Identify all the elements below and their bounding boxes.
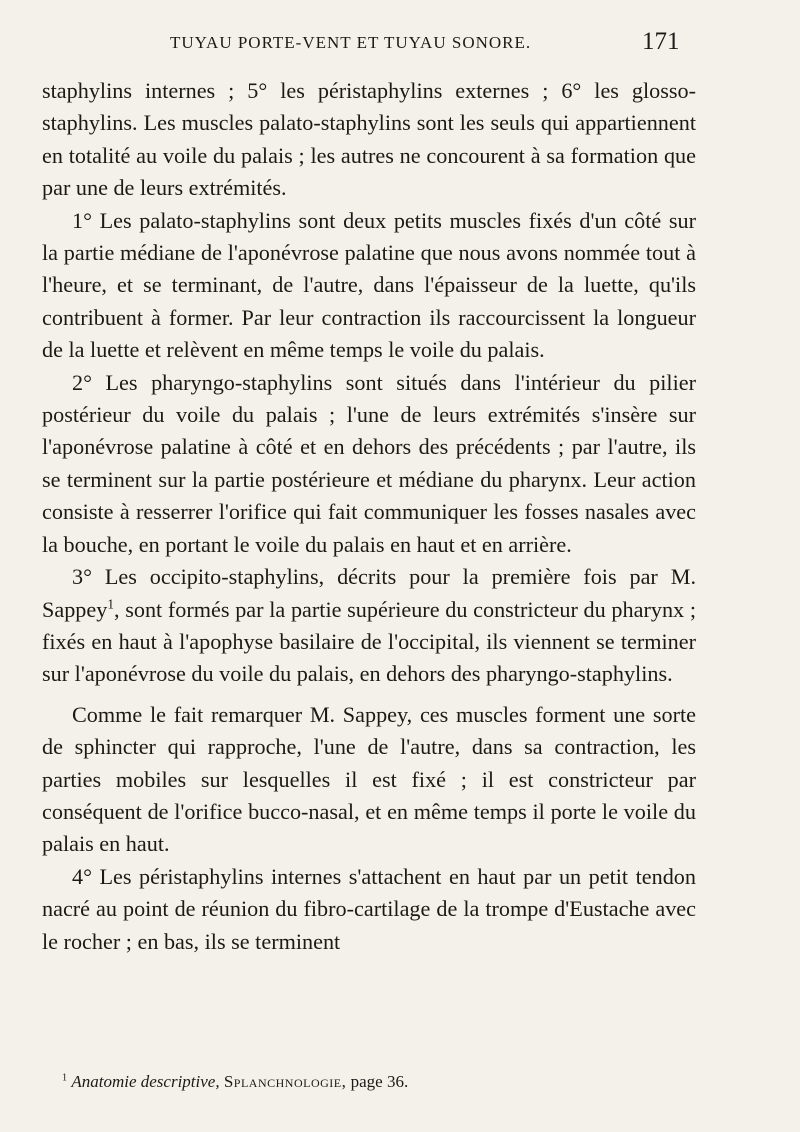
- footnote-title: Anatomie descriptive,: [71, 1072, 220, 1091]
- body-text: [42, 75, 696, 958]
- footnote-reference[interactable]: 1: [107, 596, 114, 612]
- footnote-page: page 36.: [350, 1072, 409, 1091]
- footnote-section: Splanchnologie,: [223, 1072, 347, 1091]
- running-head: TUYAU PORTE-VENT ET TUYAU SONORE.: [170, 33, 532, 52]
- paragraph-muscles-intro: staphylins internes ; 5° les péristaphylins externes ; 6° les glosso-staphylins. Les muscles palato-staphylins sont les seuls qui appartiennent en totalité au voile du palais ; les autres ne concourent à sa formation que par une de leurs extrémités.: [42, 78, 696, 201]
- footnote: [62, 1072, 408, 1092]
- paragraph-occipito-staphylins: [42, 561, 696, 691]
- paragraph-peristaphylins-internes: 4° Les péristaphylins internes s'attachent en haut par un petit tendon nacré au point de réunion du fibro-cartilage de la trompe d'Eustache avec le rocher ; en bas, ils se terminent: [42, 863, 696, 954]
- page-number: 171: [642, 28, 680, 55]
- footnote-marker: 1: [62, 1072, 68, 1084]
- paragraph-pharyngo-staphylins: 2° Les pharyngo-staphylins sont situés dans l'intérieur du pilier postérieur du voile du palais ; l'une de leurs extrémités s'insère sur l'aponévrose palatine à côté et en dehors des précédents ; par l'autre, ils se terminent sur la partie postérieure et médiane du pharynx. Leur action consiste à resserrer l'orifice qui fait communiquer les fosses nasales avec la bouche, en portant le voile du palais en haut et en arrière.: [42, 369, 696, 557]
- paragraph-palato-staphylins: 1° Les palato-staphylins sont deux petits muscles fixés d'un côté sur la partie médiane de l'aponévrose palatine que nous avons nommée tout à l'heure, et se terminant, de l'autre, dans l'épaisseur de la luette, qu'ils contribuent à former. Par leur contraction ils raccourcissent la longueur de la luette et relèvent en même temps le voile du palais.: [42, 207, 696, 363]
- paragraph-sphincter: Comme le fait remarquer M. Sappey, ces muscles forment une sorte de sphincter qui rapproche, l'une de l'autre, dans sa contraction, les parties mobiles sur lesquelles il est fixé ; il est constricteur par conséquent de l'orifice bucco-nasal, et en même temps il porte le voile du palais en haut.: [42, 701, 696, 857]
- occipito-text-after: , sont formés par la partie supérieure du constricteur du pharynx ; fixés en haut à l'apophyse basilaire de l'occipital, ils viennent se terminer sur l'aponévrose du voile du palais, en dehors des pharyngo-staphylins.: [42, 596, 696, 687]
- occipito-text-before: 3° Les occipito-staphylins, décrits pour la première fois par M. Sappey: [42, 564, 696, 622]
